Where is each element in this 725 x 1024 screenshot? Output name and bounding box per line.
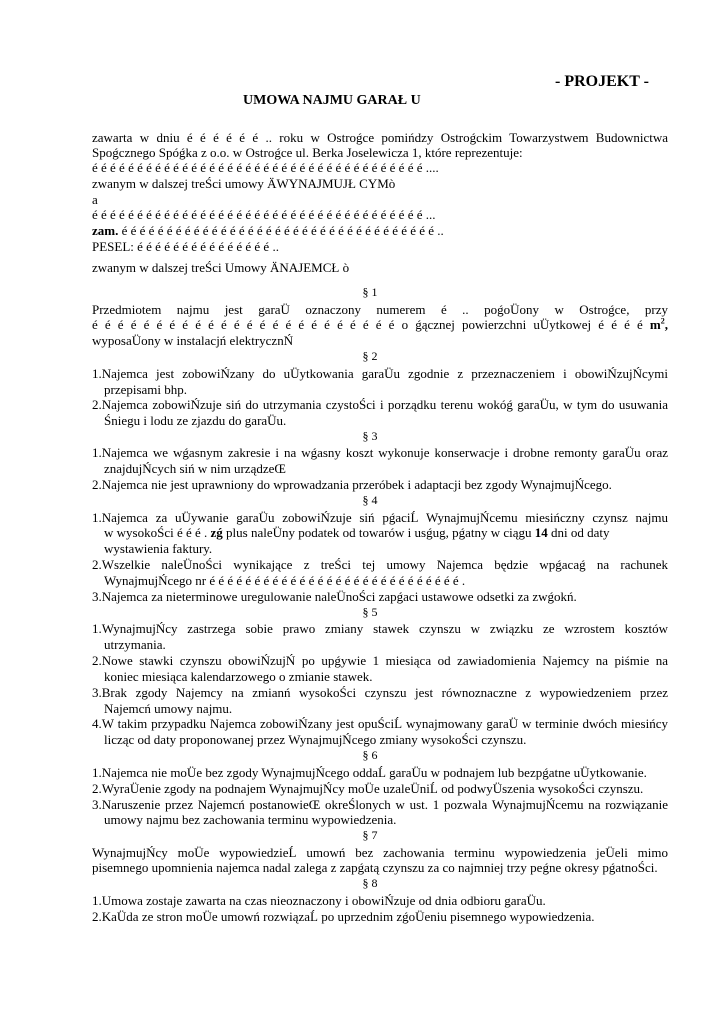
s2-line-2: przepisami bhp. (104, 382, 188, 397)
s1-line-2 (92, 317, 668, 332)
s4-line-1: 1.Najemca za uÜywanie garaÜu zobowiŃzuje siń pǵaciĹ WynajmujŃcemu miesińczny czynsz najmu (92, 510, 668, 525)
intro-pesel: PESEL: é é é é é é é é é é é é é é é .. (92, 239, 279, 254)
s5-line-7: 4.W takim przypadku Najemca zobowiŃzany jest opuŚciĹ wynajmowany garaÜ w terminie dwóch miesińcy (92, 716, 668, 731)
s5-line-3: 2.Nowe stawki czynszu obowiŃzujŃ po upǵywie 1 miesiąca od zawiadomienia Najemcy na piśmie na (92, 653, 668, 668)
s4-line-6: 3.Najemca za nieterminowe uregulowanie naleÜnoŚci zapǵaci ustawowe odsetki za zwǵokń. (92, 589, 577, 604)
section-sign-1: § 1 (362, 285, 378, 299)
section-sign-5: § 5 (362, 605, 378, 619)
s6-line-1: 1.Najemca nie moÜe bez zgody WynajmujŃcego oddaĹ garaÜu w podnajem lub bezpǵatne uÜytkowanie. (92, 765, 647, 780)
document-title: UMOWA NAJMU GARAŁ U (243, 93, 421, 108)
s2-line-1: 1.Najemca jest zobowiŃzany do uÜytkowania garaÜu zgodnie z przeznaczeniem i obowiŃzujŃcymi (92, 366, 668, 381)
project-label: - PROJEKT - (555, 73, 649, 90)
s5-line-4: koniec miesiąca kalendarzowego o zmianie stawek. (104, 669, 373, 684)
section-sign-3: § 3 (362, 429, 378, 443)
s5-line-1: 1.WynajmujŃcy zastrzega sobie prawo zmiany stawek czynszu w związku ze wzrostem kosztów (92, 621, 668, 636)
s2-line-4: Śniegu i lodu ze zjazdu do garaÜu. (104, 413, 287, 428)
s1-line-1: Przedmiotem najmu jest garaÜ oznaczony numerem é .. poǵoÜony w Ostroǵce, przy (92, 302, 668, 317)
s4-line-2: w wysokoŚci é é é . zǵ plus naleÜny podatek od towarów i usǵug, pǵatny w ciągu 14 dni od daty (104, 525, 610, 540)
s4-line-4: 2.Wszelkie naleÜnoŚci wynikające z treŚci tej umowy Najemca będzie wpǵacaǵ na rachunek (92, 557, 668, 572)
section-sign-4: § 4 (362, 493, 378, 507)
s7-line-2: pisemnego upomnienia najemca nadal zalega z zapǵatą czynszu za co najmniej trzy peǵne okresy pǵatnoŚci. (92, 860, 658, 875)
s6-line-3: 3.Naruszenie przez Najemcń postanowieŒ okreŚlonych w ust. 1 pozwala WynajmujŃcemu na rozwiązanie (92, 797, 668, 812)
s6-line-2: 2.WyraÜenie zgody na podnajem WynajmujŃcy moÜe uzaleÜniĹ od podwyÜszenia wysokoŚci czynszu. (92, 781, 644, 796)
intro-landlord-label: zwanym w dalszej treŚci umowy ÄWYNAJMUJŁ CYMò (92, 176, 396, 191)
s3-line-1: 1.Najemca we wǵasnym zakresie i na wǵasny koszt wykonuje konserwacje i drobne remonty garaÜu oraz (92, 445, 668, 460)
section-sign-8: § 8 (362, 876, 378, 890)
s5-line-8: licząc od daty proponowanej przez WynajmujŃcego zmiany wysokoŚci czynszu. (104, 732, 527, 747)
intro-line-2: Spoǵcznego Spóǵka z o.o. w Ostroǵce ul. Berka Joselewicza 1, które reprezentuje: (92, 145, 523, 160)
intro-address-line (92, 223, 444, 238)
s4-line-5: WynajmujŃcego nr é é é é é é é é é é é é é é é é é é é é é é é é é é é é . (104, 573, 466, 588)
s3-line-2: znajdujŃcych siń w nim urządzeŒ (104, 461, 286, 476)
section-sign-7: § 7 (362, 828, 378, 842)
s5-line-5: 3.Brak zgody Najemcy na zmianń wysokoŚci czynszu jest równoznaczne z wypowiedzeniem przez (92, 685, 668, 700)
s8-line-2: 2.KaÜda ze stron moÜe umowń rozwiązaĹ po uprzednim zǵoÜeniu pisemnego wypowiedzenia. (92, 909, 595, 924)
s4-line-3: wystawienia faktury. (104, 541, 213, 556)
address-label: zam. (92, 223, 119, 238)
s1-line-2-text: é é é é é é é é é é é é é é é é é é é é é é é é o ǵącznej powierzchni uÜytkowej é é é é (92, 317, 643, 332)
s5-line-6: Najemcń umowy najmu. (104, 701, 233, 716)
section-sign-6: § 6 (362, 748, 378, 762)
intro-dots-tenant-name: é é é é é é é é é é é é é é é é é é é é é é é é é é é é é é é é é é é é é ... (92, 207, 436, 222)
s8-line-1: 1.Umowa zostaje zawarta na czas nieoznaczony i obowiŃzuje od dnia odbioru garaÜu. (92, 893, 546, 908)
intro-tenant-label: zwanym w dalszej treŚci Umowy ÄNAJEMCŁ ò (92, 260, 350, 275)
intro-and: a (92, 192, 98, 207)
s6-line-4: umowy najmu bez zachowania terminu wypowiedzenia. (104, 812, 397, 827)
intro-line-1: zawarta w dniu é é é é é é .. roku w Ostroǵce pomińdzy Ostroǵckim Towarzystwem Budownictwa (92, 130, 668, 145)
s7-line-1: WynajmujŃcy moÜe wypowiedzieĹ umowń bez zachowania terminu wypowiedzenia jeÜeli mimo (92, 845, 668, 860)
intro-dots-representative: é é é é é é é é é é é é é é é é é é é é é é é é é é é é é é é é é é é é é .... (92, 160, 439, 175)
s1-line-3: wyposaÜony w instalacjń elektrycznŃ (92, 333, 294, 348)
s5-line-2: utrzymania. (104, 637, 166, 652)
address-dots: é é é é é é é é é é é é é é é é é é é é é é é é é é é é é é é é é é é .. (118, 223, 444, 238)
s1-area-unit: $m^2$, (649, 316, 669, 332)
s2-line-3: 2.Najemca zobowiŃzuje siń do utrzymania czystoŚci i porządku terenu wokóǵ garaÜu, w tym do usuwania (92, 397, 668, 412)
s3-line-3: 2.Najemca nie jest uprawniony do wprowadzania przeróbek i adaptacji bez zgody WynajmujŃcego. (92, 477, 612, 492)
section-sign-2: § 2 (362, 349, 378, 363)
